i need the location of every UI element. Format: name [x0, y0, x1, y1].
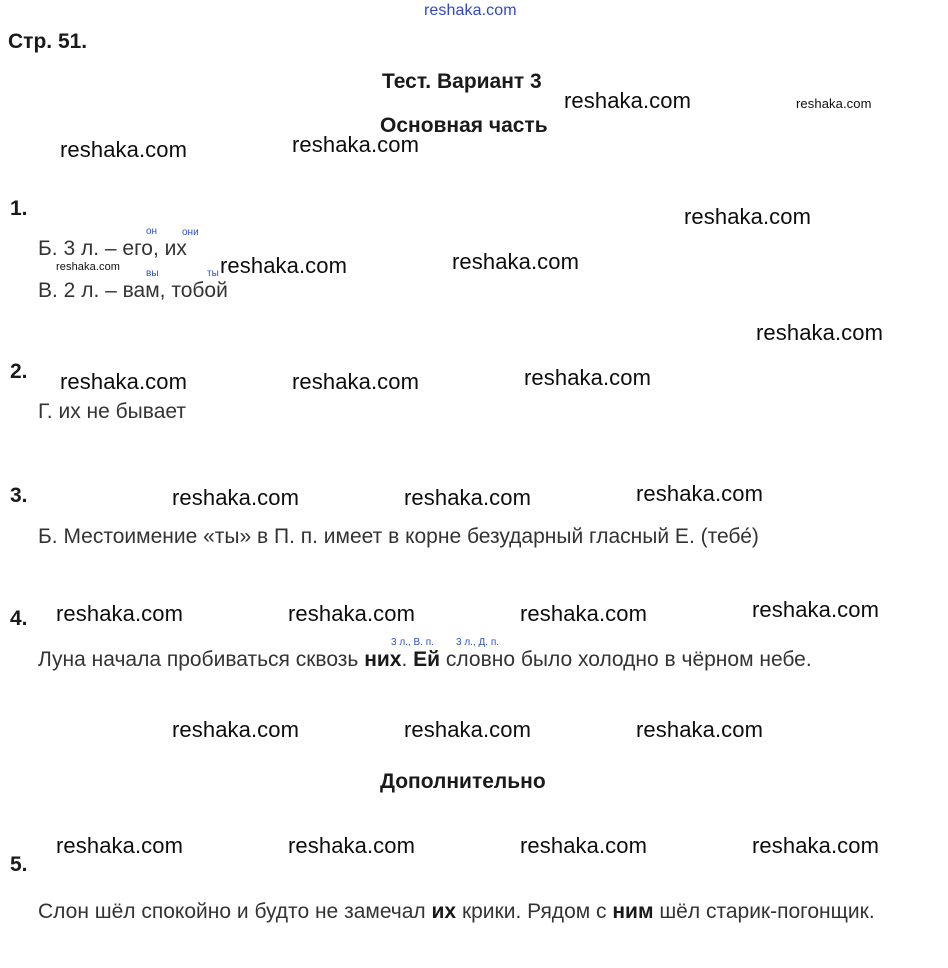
watermark-top: reshaka.com	[424, 2, 517, 19]
watermark: reshaka.com	[56, 601, 184, 626]
watermark: reshaka.com	[796, 96, 872, 111]
q5-bold-ikh: их	[431, 900, 457, 923]
watermark: reshaka.com	[220, 253, 348, 278]
question-1-answer-v: В. 2 л. – вам, тобой	[38, 279, 228, 302]
watermark: reshaka.com	[520, 833, 648, 858]
question-2-answer: Г. их не бывает	[38, 400, 186, 423]
watermark: reshaka.com	[56, 833, 184, 858]
question-2-number: 2.	[10, 360, 28, 383]
note-on: он	[146, 226, 158, 237]
watermark: reshaka.com	[452, 249, 580, 274]
watermark: reshaka.com	[520, 601, 648, 626]
watermark: reshaka.com	[172, 717, 300, 742]
question-3-number: 3.	[10, 484, 28, 507]
section-extra-heading: Дополнительно	[380, 770, 546, 793]
q4-text-2: .	[401, 648, 414, 671]
watermark: reshaka.com	[404, 485, 532, 510]
question-4-number: 4.	[10, 607, 28, 630]
q4-bold-ey: Ей	[413, 648, 441, 671]
watermark: reshaka.com	[404, 717, 532, 742]
watermark: reshaka.com	[636, 481, 764, 506]
watermark: reshaka.com	[60, 369, 188, 394]
section-main-heading: Основная часть	[380, 114, 548, 137]
note-oni: они	[182, 227, 199, 238]
q5-bold-nim: ним	[612, 900, 654, 923]
watermark: reshaka.com	[752, 597, 880, 622]
watermark: reshaka.com	[60, 137, 188, 162]
question-4-answer	[38, 648, 812, 672]
test-title: Тест. Вариант 3	[382, 70, 542, 93]
watermark: reshaka.com	[752, 833, 880, 858]
question-5-number: 5.	[10, 853, 28, 876]
q4-text-1: Луна начала пробиваться сквозь	[38, 648, 365, 671]
q4-bold-nikh: них	[364, 648, 402, 671]
question-3-answer: Б. Местоимение «ты» в П. п. имеет в корне безударный гласный Е. (тебе́)	[38, 525, 759, 548]
watermark: reshaka.com	[288, 601, 416, 626]
watermark: reshaka.com	[292, 369, 420, 394]
q5-text-3: шёл старик-погонщик.	[653, 900, 875, 923]
note-vy: вы	[146, 268, 159, 279]
page-number: Стр. 51.	[8, 30, 88, 53]
watermark: reshaka.com	[292, 132, 420, 157]
q5-text-1: Слон шёл спокойно и будто не замечал	[38, 900, 432, 923]
q4-text-3: словно было холодно в чёрном небе.	[440, 648, 812, 671]
watermark: reshaka.com	[636, 717, 764, 742]
watermark: reshaka.com	[684, 204, 812, 229]
question-1-number: 1.	[10, 197, 28, 220]
question-5-answer	[38, 892, 938, 932]
note-d-p: 3 л., Д. п.	[456, 637, 500, 648]
watermark: reshaka.com	[172, 485, 300, 510]
watermark: reshaka.com	[564, 88, 692, 113]
watermark: reshaka.com	[524, 365, 652, 390]
watermark: reshaka.com	[756, 320, 884, 345]
q5-text-2: крики. Рядом с	[456, 900, 613, 923]
note-ty: ты	[207, 268, 219, 279]
note-v-p: 3 л., В. п.	[391, 637, 434, 648]
watermark: reshaka.com	[288, 833, 416, 858]
question-1-answer-b: Б. 3 л. – его, их	[38, 237, 187, 260]
watermark: reshaka.com	[56, 261, 121, 273]
